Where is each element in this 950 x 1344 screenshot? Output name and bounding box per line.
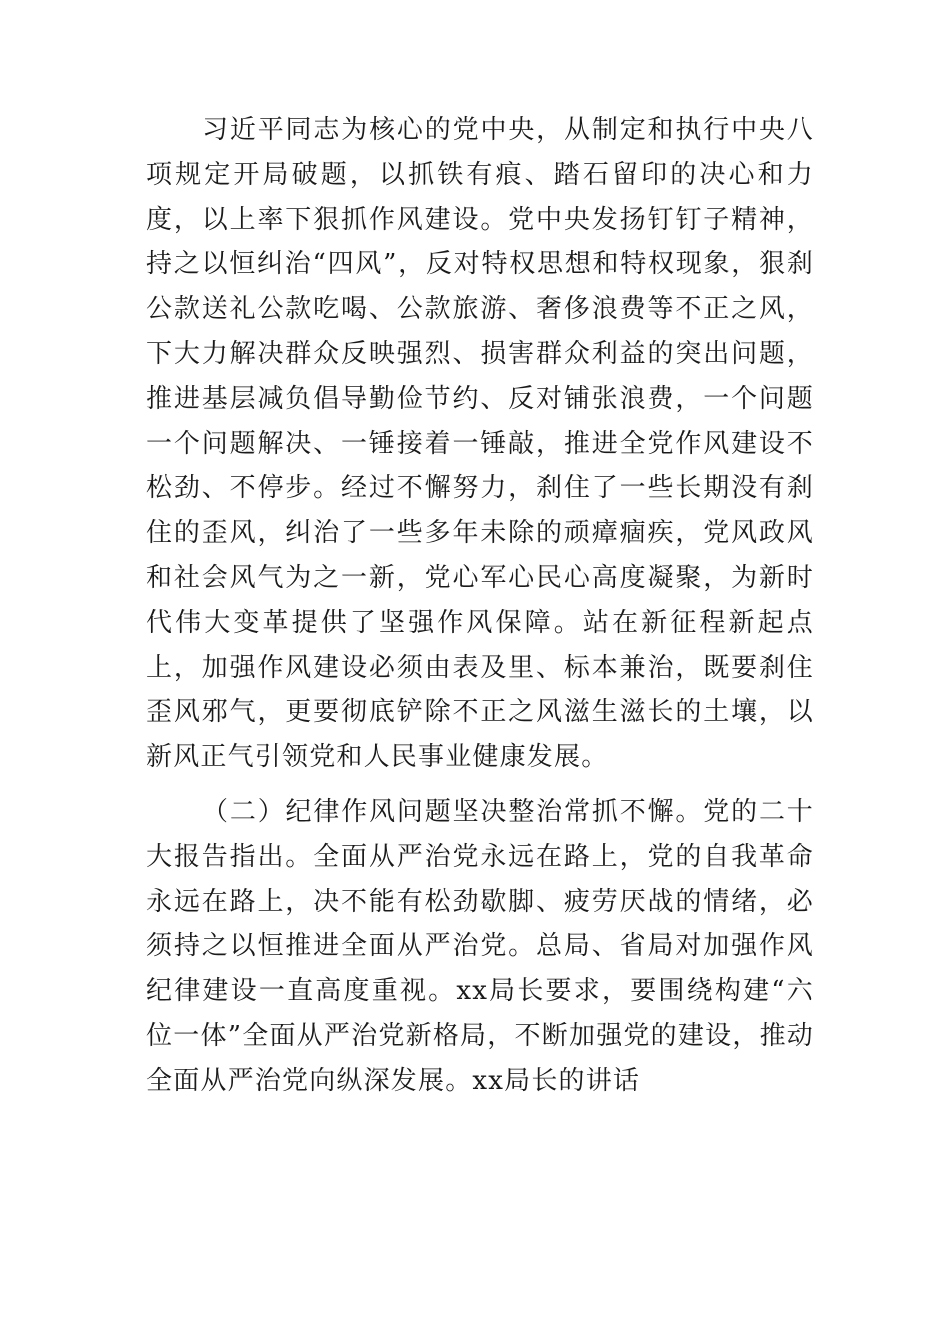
- paragraph-discipline-rectification: （二）纪律作风问题坚决整治常抓不懈。党的二十大报告指出。全面从严治党永远在路上，党的自我革命永远在路上，决不能有松劲歇脚、疲劳厌战的情绪，必须持之以恒推进全面从严治党。总局、省局对加强作风纪律建设一直高度重视。xx局长要求，要围绕构建“六位一体”全面从严治党新格局，不断加强党的建设，推动全面从严治党向纵深发展。xx局长的讲话: [146, 796, 814, 1096]
- document-body: [146, 108, 814, 1104]
- paragraph-party-style-building: 习近平同志为核心的党中央，从制定和执行中央八项规定开局破题，以抓铁有痕、踏石留印的决心和力度，以上率下狠抓作风建设。党中央发扬钉钉子精神，持之以恒纠治“四风”，反对特权思想和特权现象，狠刹公款送礼公款吃喝、公款旅游、奢侈浪费等不正之风，下大力解决群众反映强烈、损害群众利益的突出问题，推进基层减负倡导勤俭节约、反对铺张浪费，一个问题一个问题解决、一锤接着一锤敲，推进全党作风建设不松劲、不停步。经过不懈努力，刹住了一些长期没有刹住的歪风，纠治了一些多年未除的顽瘴痼疾，党风政风和社会风气为之一新，党心军心民心高度凝聚，为新时代伟大变革提供了坚强作风保障。站在新征程新起点上，加强作风建设必须由表及里、标本兼治，既要刹住歪风邪气，更要彻底铲除不正之风滋生滋长的土壤，以新风正气引领党和人民事业健康发展。: [146, 115, 814, 773]
